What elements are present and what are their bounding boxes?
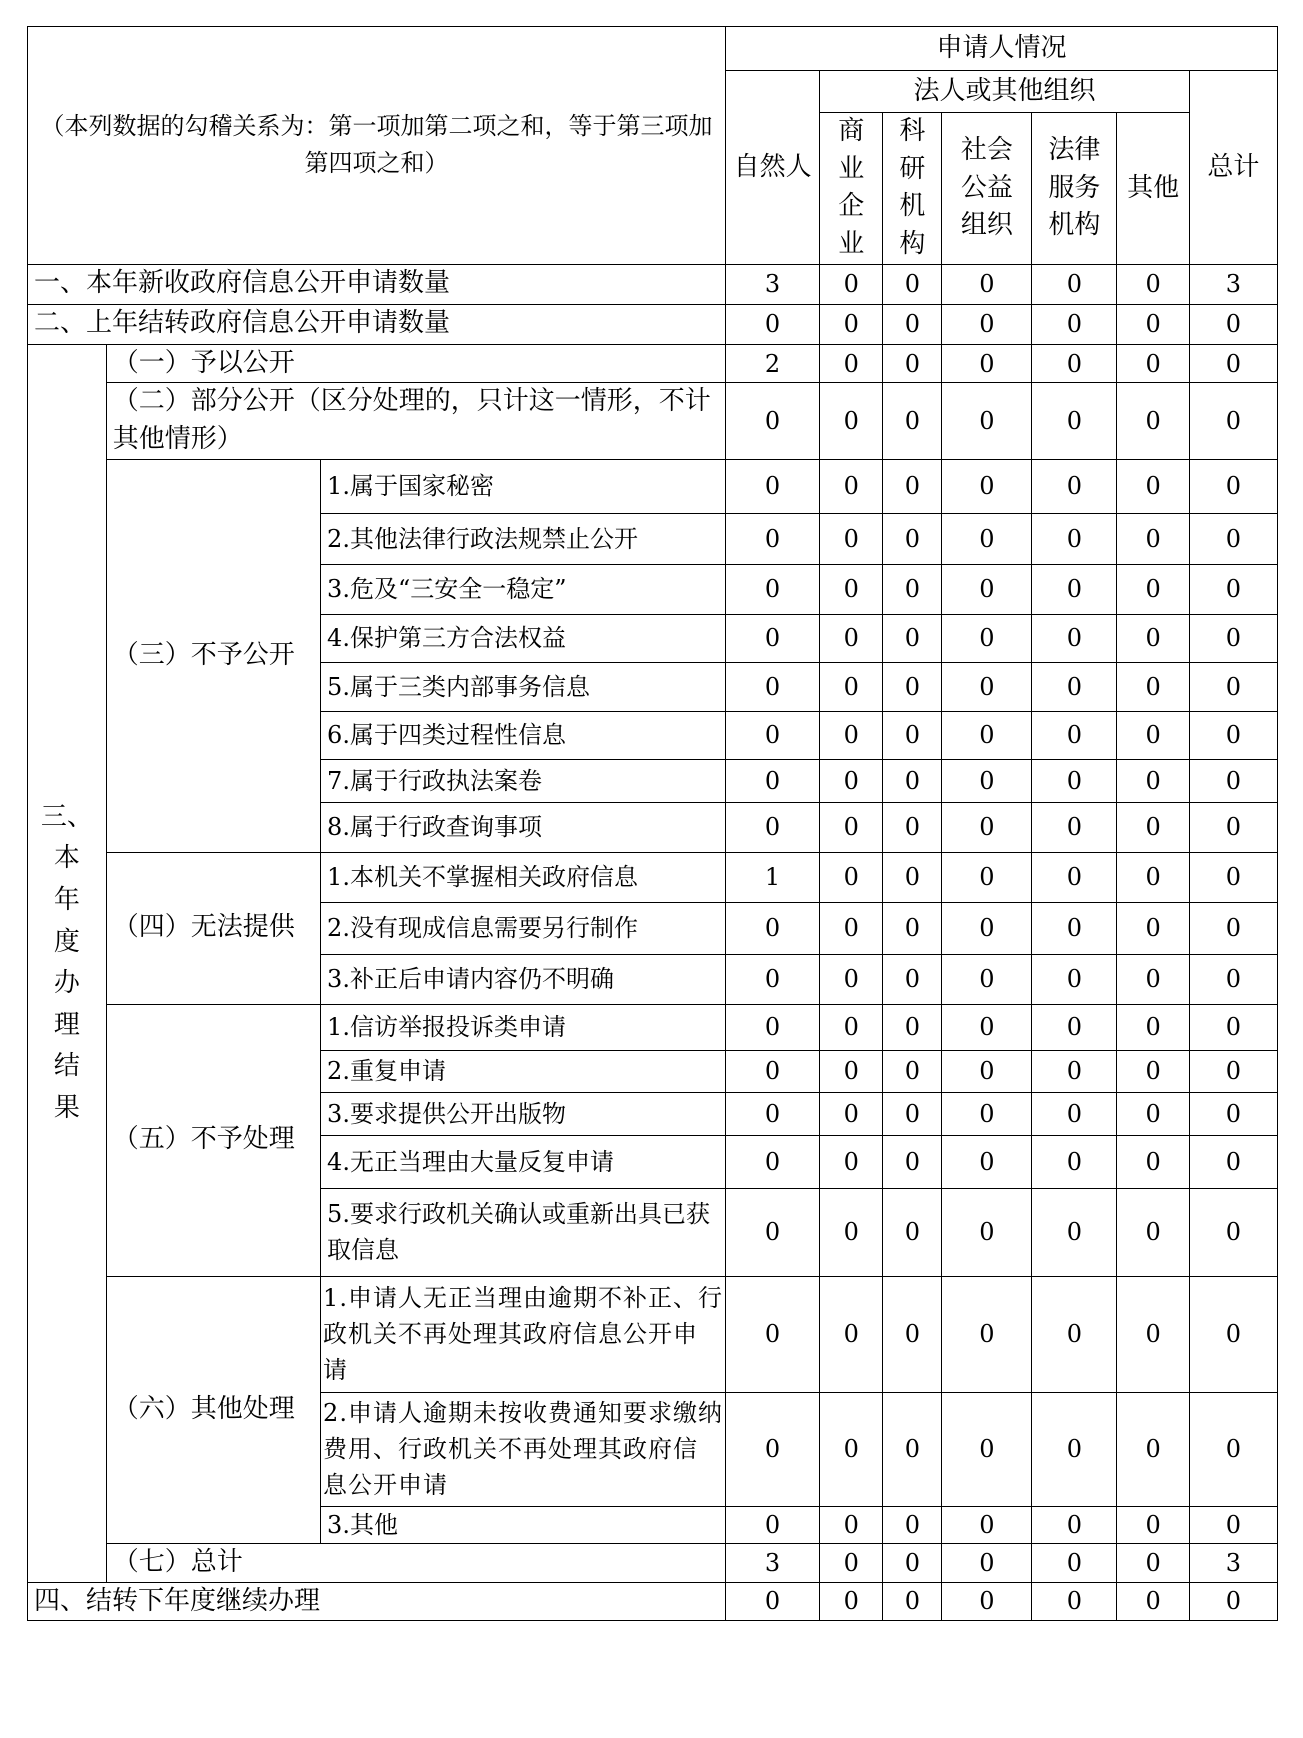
value-cell: 0 [883, 759, 942, 802]
header-business: 商业企业 [820, 113, 883, 265]
value-cell: 0 [1189, 1004, 1277, 1050]
value-cell: 0 [942, 1092, 1032, 1135]
value-cell: 0 [725, 662, 819, 711]
value-cell: 0 [820, 802, 883, 852]
item-label: 7.属于行政执法案卷 [321, 759, 726, 802]
item-label: 1.信访举报投诉类申请 [321, 1004, 726, 1050]
value-cell: 0 [725, 1050, 819, 1092]
value-cell: 3 [1189, 264, 1277, 304]
value-cell: 0 [883, 1004, 942, 1050]
value-cell: 0 [1032, 1392, 1117, 1506]
value-cell: 0 [820, 614, 883, 662]
value-cell: 0 [883, 1276, 942, 1392]
item-label: 2.其他法律行政法规禁止公开 [321, 513, 726, 564]
value-cell: 0 [883, 1050, 942, 1092]
value-cell: 0 [1189, 711, 1277, 759]
value-cell: 0 [1117, 759, 1189, 802]
row-label: （一）予以公开 [106, 344, 725, 383]
value-cell: 0 [942, 1188, 1032, 1276]
value-cell: 0 [1032, 711, 1117, 759]
value-cell: 0 [820, 1188, 883, 1276]
value-cell: 0 [1032, 1188, 1117, 1276]
value-cell: 0 [1117, 1392, 1189, 1506]
table-row [28, 344, 1278, 383]
value-cell: 0 [1117, 852, 1189, 902]
value-cell: 0 [942, 1582, 1032, 1621]
section3-label-char: 年 [53, 884, 80, 915]
section3-label-char: 结 [53, 1051, 80, 1082]
value-cell: 0 [820, 759, 883, 802]
value-cell: 0 [1032, 459, 1117, 513]
value-cell: 0 [1032, 1004, 1117, 1050]
value-cell: 0 [942, 1392, 1032, 1506]
header-social: 社会公益组织 [942, 113, 1032, 265]
value-cell: 0 [883, 614, 942, 662]
value-cell: 0 [942, 1506, 1032, 1543]
row-label: 二、上年结转政府信息公开申请数量 [28, 304, 726, 344]
value-cell: 0 [820, 1276, 883, 1392]
value-cell: 0 [1117, 1582, 1189, 1621]
item-label: 2.申请人逾期未按收费通知要求缴纳费用、行政机关不再处理其政府信息公开申请 [321, 1392, 726, 1506]
value-cell: 0 [725, 564, 819, 614]
value-cell: 0 [1189, 564, 1277, 614]
table-row [28, 304, 1278, 344]
value-cell: 0 [820, 564, 883, 614]
group-label: （六）其他处理 [106, 1276, 320, 1543]
row-label: 四、结转下年度继续办理 [28, 1582, 726, 1621]
value-cell: 0 [883, 1392, 942, 1506]
value-cell: 0 [942, 1276, 1032, 1392]
value-cell: 0 [942, 564, 1032, 614]
value-cell: 0 [820, 711, 883, 759]
value-cell: 0 [725, 1004, 819, 1050]
value-cell: 0 [883, 711, 942, 759]
value-cell: 0 [942, 614, 1032, 662]
value-cell: 0 [1117, 1276, 1189, 1392]
value-cell: 0 [883, 344, 942, 383]
value-cell: 0 [883, 1135, 942, 1188]
value-cell: 2 [725, 344, 819, 383]
value-cell: 0 [942, 662, 1032, 711]
value-cell: 0 [942, 802, 1032, 852]
value-cell: 0 [1189, 459, 1277, 513]
value-cell: 0 [725, 383, 819, 459]
value-cell: 0 [1189, 1582, 1277, 1621]
item-label: 1.属于国家秘密 [321, 459, 726, 513]
section3-label-char: 本 [53, 843, 80, 874]
value-cell: 0 [1117, 564, 1189, 614]
value-cell: 0 [942, 1004, 1032, 1050]
value-cell: 0 [820, 264, 883, 304]
item-label: 3.补正后申请内容仍不明确 [321, 954, 726, 1004]
value-cell: 0 [942, 459, 1032, 513]
value-cell: 0 [1117, 344, 1189, 383]
group-label: （三）不予公开 [106, 459, 320, 852]
value-cell: 0 [1117, 513, 1189, 564]
value-cell: 0 [725, 802, 819, 852]
value-cell: 0 [1032, 1050, 1117, 1092]
value-cell: 0 [820, 1543, 883, 1582]
value-cell: 0 [942, 1543, 1032, 1582]
value-cell: 3 [1189, 1543, 1277, 1582]
value-cell: 0 [1189, 513, 1277, 564]
value-cell: 0 [942, 304, 1032, 344]
item-label: 8.属于行政查询事项 [321, 802, 726, 852]
header-note: （本列数据的勾稽关系为：第一项加第二项之和，等于第三项加第四项之和） [28, 27, 726, 265]
value-cell: 0 [942, 513, 1032, 564]
value-cell: 0 [1032, 614, 1117, 662]
value-cell: 0 [1032, 902, 1117, 954]
value-cell: 0 [1032, 852, 1117, 902]
value-cell: 0 [883, 304, 942, 344]
value-cell: 0 [883, 459, 942, 513]
header-legal-service: 法律服务机构 [1032, 113, 1117, 265]
value-cell: 0 [820, 459, 883, 513]
item-label: 1.申请人无正当理由逾期不补正、行政机关不再处理其政府信息公开申请 [321, 1276, 726, 1392]
value-cell: 0 [820, 1392, 883, 1506]
value-cell: 0 [1032, 383, 1117, 459]
value-cell: 0 [820, 1092, 883, 1135]
table-row [28, 1276, 1278, 1392]
value-cell: 0 [1189, 614, 1277, 662]
value-cell: 0 [820, 662, 883, 711]
value-cell: 0 [1117, 459, 1189, 513]
table-row [28, 1004, 1278, 1050]
value-cell: 0 [1189, 954, 1277, 1004]
item-label: 5.要求行政机关确认或重新出具已获取信息 [321, 1188, 726, 1276]
value-cell: 0 [725, 954, 819, 1004]
value-cell: 0 [1032, 759, 1117, 802]
value-cell: 0 [942, 1050, 1032, 1092]
value-cell: 0 [1117, 1004, 1189, 1050]
value-cell: 0 [1117, 383, 1189, 459]
value-cell: 0 [725, 1135, 819, 1188]
item-label: 2.重复申请 [321, 1050, 726, 1092]
value-cell: 0 [1117, 1092, 1189, 1135]
value-cell: 0 [1117, 1506, 1189, 1543]
value-cell: 0 [883, 1582, 942, 1621]
row-label: （七）总计 [106, 1543, 725, 1582]
value-cell: 0 [1117, 802, 1189, 852]
value-cell: 0 [820, 383, 883, 459]
value-cell: 0 [725, 1506, 819, 1543]
header-applicant: 申请人情况 [725, 27, 1277, 71]
header-research: 科研机构 [883, 113, 942, 265]
value-cell: 0 [883, 1092, 942, 1135]
value-cell: 0 [1189, 902, 1277, 954]
value-cell: 0 [725, 304, 819, 344]
item-label: 3.要求提供公开出版物 [321, 1092, 726, 1135]
info-disclosure-table [27, 26, 1278, 1621]
value-cell: 0 [1189, 1392, 1277, 1506]
value-cell: 0 [820, 1050, 883, 1092]
value-cell: 0 [1117, 264, 1189, 304]
value-cell: 0 [883, 802, 942, 852]
value-cell: 0 [1189, 383, 1277, 459]
value-cell: 0 [883, 264, 942, 304]
header-legal-group: 法人或其他组织 [820, 71, 1190, 113]
row-label: 一、本年新收政府信息公开申请数量 [28, 264, 726, 304]
value-cell: 0 [820, 304, 883, 344]
table-row [28, 383, 1278, 459]
section3-label-char: 理 [53, 1009, 80, 1040]
value-cell: 0 [820, 1506, 883, 1543]
item-label: 4.保护第三方合法权益 [321, 614, 726, 662]
value-cell: 0 [1032, 1092, 1117, 1135]
value-cell: 0 [1032, 264, 1117, 304]
value-cell: 0 [725, 902, 819, 954]
table-row [28, 1582, 1278, 1621]
value-cell: 0 [883, 513, 942, 564]
table-row [28, 1543, 1278, 1582]
value-cell: 0 [725, 711, 819, 759]
value-cell: 0 [1117, 1188, 1189, 1276]
value-cell: 0 [1032, 1543, 1117, 1582]
value-cell: 0 [820, 513, 883, 564]
header-total: 总计 [1189, 71, 1277, 265]
value-cell: 0 [1032, 564, 1117, 614]
section3-label [28, 344, 107, 1582]
value-cell: 0 [1117, 1543, 1189, 1582]
section3-label-char: 办 [53, 968, 80, 999]
value-cell: 0 [820, 954, 883, 1004]
value-cell: 0 [725, 1392, 819, 1506]
value-cell: 0 [1032, 1582, 1117, 1621]
header-other: 其他 [1117, 113, 1189, 265]
value-cell: 0 [820, 344, 883, 383]
value-cell: 0 [883, 564, 942, 614]
value-cell: 0 [1032, 954, 1117, 1004]
value-cell: 0 [1032, 344, 1117, 383]
value-cell: 0 [1032, 1135, 1117, 1188]
value-cell: 0 [1117, 954, 1189, 1004]
section3-label-char: 果 [53, 1092, 80, 1123]
value-cell: 0 [725, 459, 819, 513]
value-cell: 0 [1117, 902, 1189, 954]
value-cell: 0 [883, 1506, 942, 1543]
value-cell: 0 [820, 902, 883, 954]
value-cell: 3 [725, 264, 819, 304]
section3-label-char: 三、 [40, 801, 93, 832]
value-cell: 0 [1189, 1276, 1277, 1392]
section3-label-char: 度 [53, 926, 80, 957]
value-cell: 0 [942, 1135, 1032, 1188]
value-cell: 0 [820, 1004, 883, 1050]
value-cell: 0 [1189, 802, 1277, 852]
value-cell: 0 [1032, 513, 1117, 564]
value-cell: 0 [942, 344, 1032, 383]
value-cell: 0 [883, 902, 942, 954]
value-cell: 0 [725, 1092, 819, 1135]
value-cell: 1 [725, 852, 819, 902]
value-cell: 3 [725, 1543, 819, 1582]
value-cell: 0 [725, 759, 819, 802]
value-cell: 0 [883, 852, 942, 902]
value-cell: 0 [1117, 614, 1189, 662]
value-cell: 0 [725, 614, 819, 662]
item-label: 3.危及“三安全一稳定” [321, 564, 726, 614]
item-label: 1.本机关不掌握相关政府信息 [321, 852, 726, 902]
item-label: 5.属于三类内部事务信息 [321, 662, 726, 711]
value-cell: 0 [1189, 1092, 1277, 1135]
value-cell: 0 [883, 954, 942, 1004]
value-cell: 0 [1189, 304, 1277, 344]
item-label: 4.无正当理由大量反复申请 [321, 1135, 726, 1188]
value-cell: 0 [1189, 662, 1277, 711]
item-label: 6.属于四类过程性信息 [321, 711, 726, 759]
value-cell: 0 [1189, 1135, 1277, 1188]
value-cell: 0 [1189, 1506, 1277, 1543]
value-cell: 0 [725, 1276, 819, 1392]
value-cell: 0 [1189, 852, 1277, 902]
group-label: （五）不予处理 [106, 1004, 320, 1276]
value-cell: 0 [820, 1135, 883, 1188]
value-cell: 0 [820, 1582, 883, 1621]
value-cell: 0 [942, 759, 1032, 802]
value-cell: 0 [883, 383, 942, 459]
value-cell: 0 [725, 1188, 819, 1276]
value-cell: 0 [1032, 802, 1117, 852]
table-row [28, 264, 1278, 304]
value-cell: 0 [725, 513, 819, 564]
value-cell: 0 [1032, 304, 1117, 344]
value-cell: 0 [883, 1188, 942, 1276]
header-natural-person: 自然人 [725, 71, 819, 265]
value-cell: 0 [942, 954, 1032, 1004]
value-cell: 0 [942, 383, 1032, 459]
value-cell: 0 [942, 711, 1032, 759]
value-cell: 0 [1189, 344, 1277, 383]
value-cell: 0 [820, 852, 883, 902]
value-cell: 0 [1032, 1276, 1117, 1392]
value-cell: 0 [1117, 304, 1189, 344]
value-cell: 0 [942, 852, 1032, 902]
value-cell: 0 [1189, 1188, 1277, 1276]
value-cell: 0 [883, 662, 942, 711]
item-label: 3.其他 [321, 1506, 726, 1543]
value-cell: 0 [1117, 1050, 1189, 1092]
value-cell: 0 [942, 264, 1032, 304]
value-cell: 0 [1189, 759, 1277, 802]
row-label: （二）部分公开（区分处理的，只计这一情形，不计其他情形） [106, 383, 725, 459]
value-cell: 0 [883, 1543, 942, 1582]
table-row [28, 459, 1278, 513]
value-cell: 0 [725, 1582, 819, 1621]
group-label: （四）无法提供 [106, 852, 320, 1004]
value-cell: 0 [1117, 1135, 1189, 1188]
value-cell: 0 [1032, 1506, 1117, 1543]
value-cell: 0 [942, 902, 1032, 954]
value-cell: 0 [1117, 711, 1189, 759]
item-label: 2.没有现成信息需要另行制作 [321, 902, 726, 954]
value-cell: 0 [1032, 662, 1117, 711]
value-cell: 0 [1189, 1050, 1277, 1092]
table-row [28, 852, 1278, 902]
value-cell: 0 [1117, 662, 1189, 711]
